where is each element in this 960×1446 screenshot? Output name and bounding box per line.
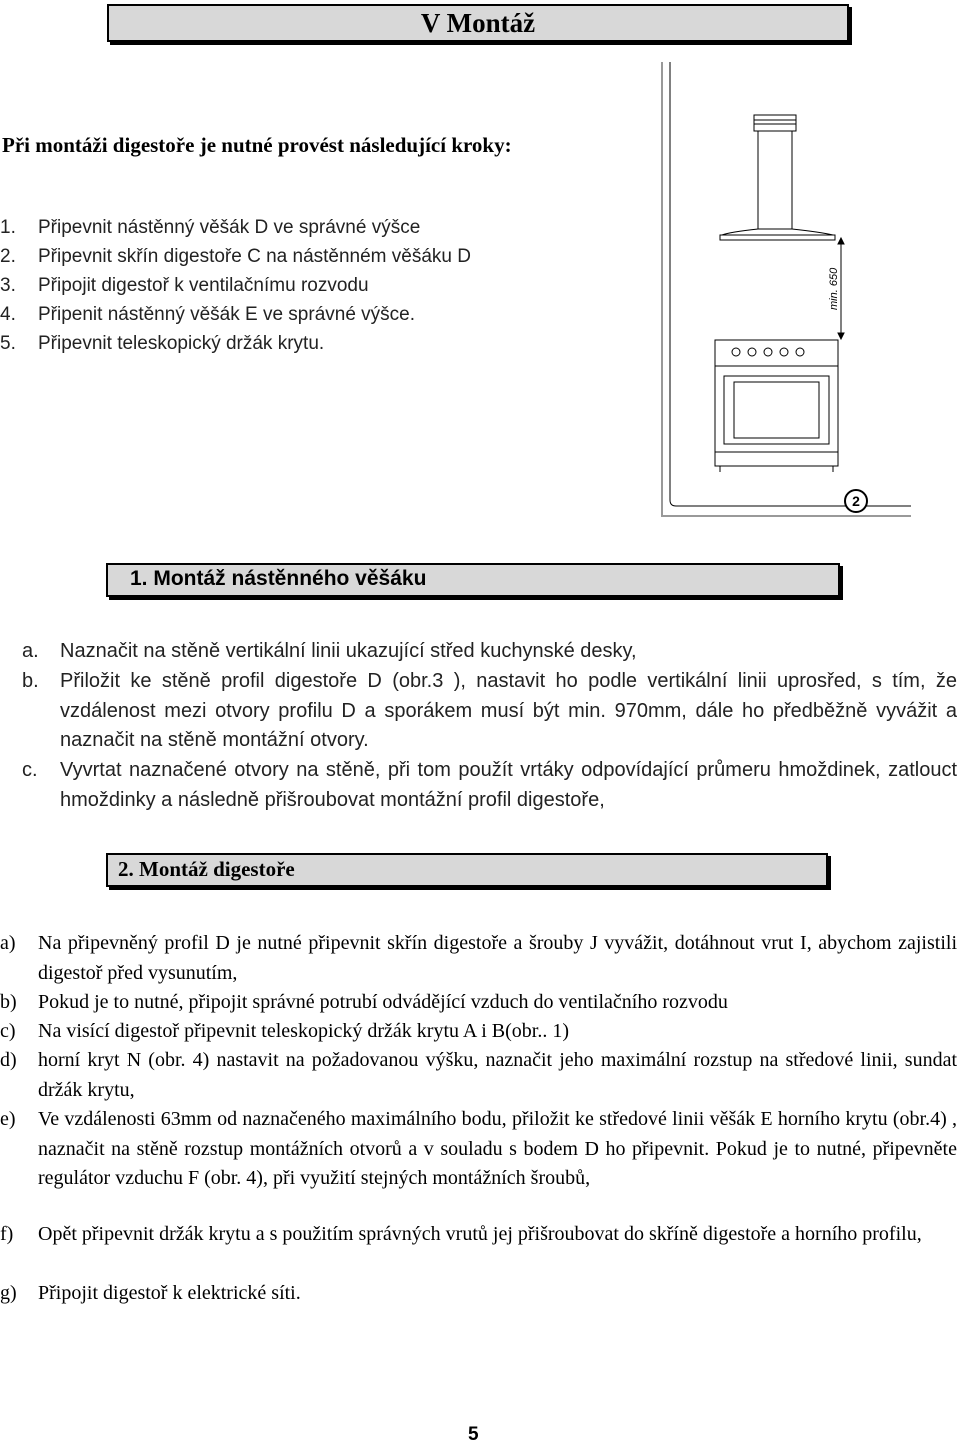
list-item: 1. Připevnit nástěnný věšák D ve správné výšce <box>0 217 421 238</box>
list-item: g) Připojit digestoř k elektrické síti. <box>0 1282 301 1304</box>
list-item: 4. Připenit nástěnný věšák E ve správné výšce. <box>0 304 416 325</box>
list-item: e) Ve vzdálenosti 63mm od naznačeného maximálního bodu, přiložit ke středové linii věšák E horního krytu (obr.4) , naznačit na stěně rozstup montážních otvorů a v souladu s bodem D ho připevnit. Pokud je to nutné, připevněte regulátor vzduchu F (obr. 4), při využití stejných montážních šroubů, <box>0 1108 957 1189</box>
page-number: 5 <box>468 1424 479 1445</box>
list-item: c) Na visící digestoř připevnit teleskopický držák krytu A i B(obr.. 1) <box>0 1020 570 1042</box>
list-item: 3. Připojit digestoř k ventilačnímu rozvodu <box>0 275 369 296</box>
list-item: b. Přiložit ke stěně profil digestoře D (obr.3 ), nastavit ho podle vertikální linii uprosřed, s tím, že vzdálenost mezi otvory profilu D a sporákem musí být min. 970mm, dále ho předběžně vyvážit a naznačit na stěně montážní otvory. <box>22 670 957 751</box>
list-item: a) Na připevněný profil D je nutné připevnit skřín digestoře a šrouby J vyvážit, dotáhnout vrut I, abychom zajistili digestoř před vysunutím, <box>0 932 957 984</box>
section-1-title: 1. Montáž nástěnného věšáku <box>106 563 840 597</box>
list-item: b) Pokud je to nutné, připojit správné potrubí odvádějící vzduch do ventilačního rozvodu <box>0 991 728 1013</box>
list-item: 2. Připevnit skřín digestoře C na nástěnném věšáku D <box>0 246 471 267</box>
list-item: 5. Připevnit teleskopický držák krytu. <box>0 333 325 354</box>
intro-text: Při montáži digestoře je nutné provést následující kroky: <box>2 133 512 157</box>
list-item: c. Vyvrtat naznačené otvory na stěně, při tom použít vrtáky odpovídající průmeru hmoždinek, zatlouct hmoždinky a následně přišroubovat montážní profil digestoře, <box>22 759 957 811</box>
list-item: a. Naznačit na stěně vertikální linii ukazující střed kuchynské desky, <box>22 640 637 662</box>
figure-number: 2 <box>852 493 860 509</box>
page-title: V Montáž <box>107 4 849 42</box>
list-item: f) Opět připevnit držák krytu a s použitím správných vrutů jej přišroubovat do skříně digestoře a horního profilu, <box>0 1223 922 1245</box>
dimension-label: min. 650 <box>828 267 840 310</box>
hood-installation-figure <box>660 60 912 518</box>
section-2-title: 2. Montáž digestoře <box>106 853 828 887</box>
list-item: d) horní kryt N (obr. 4) nastavit na požadovanou výšku, naznačit jeho maximální rozstup na středové linii, sundat držák krytu, <box>0 1049 957 1101</box>
